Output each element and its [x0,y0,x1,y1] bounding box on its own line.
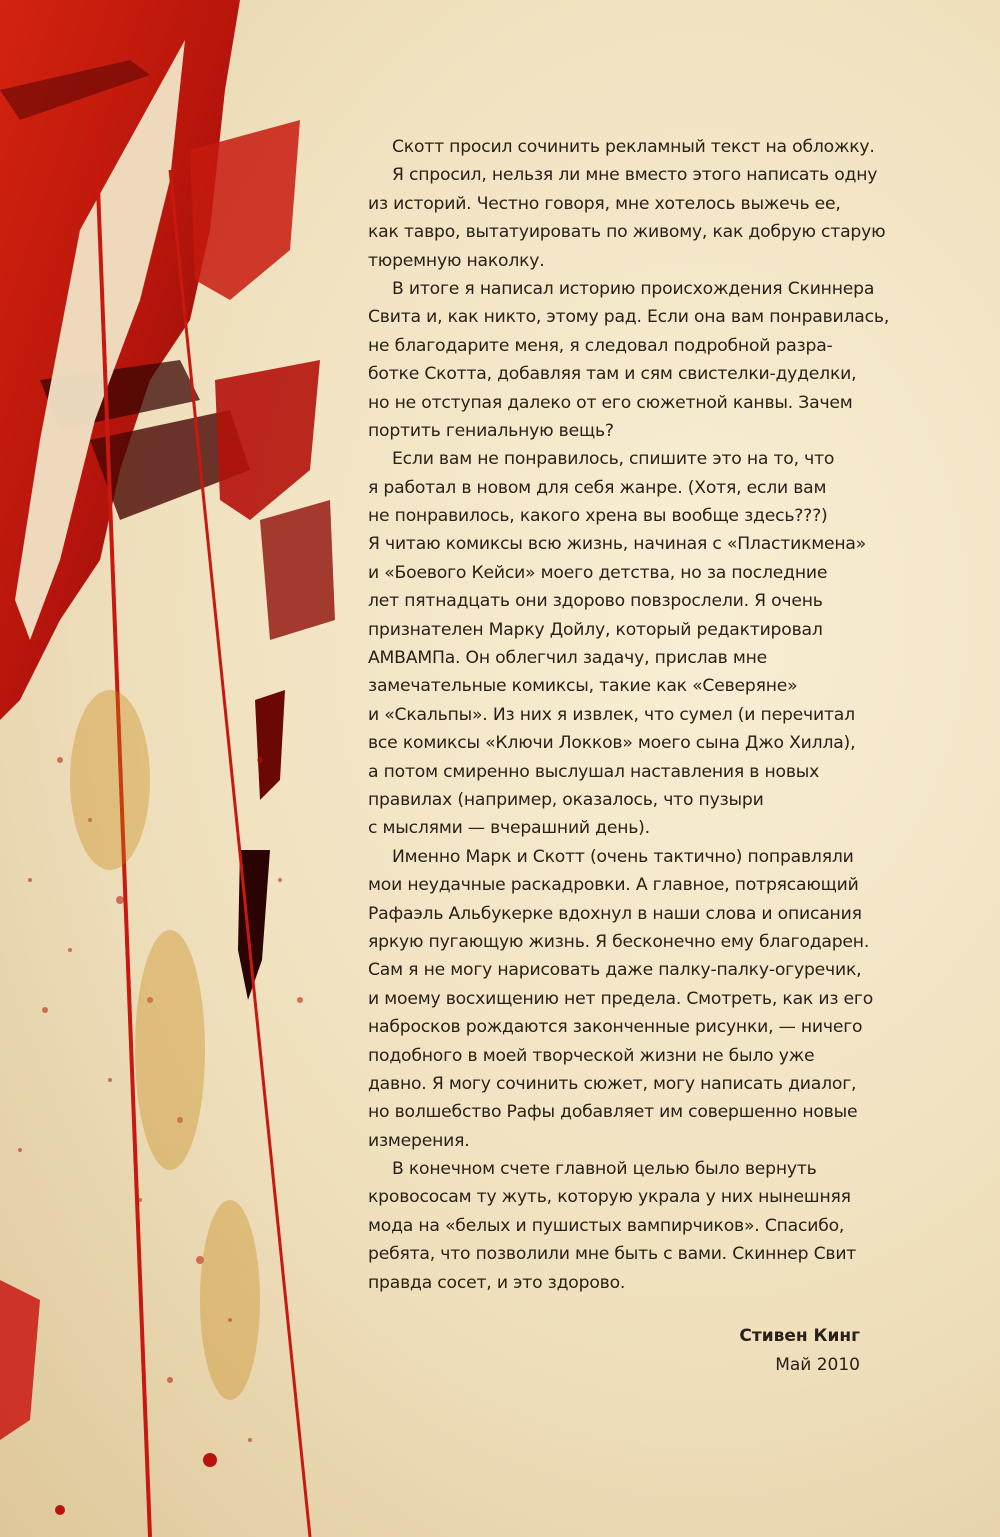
text-line: подобного в моей творческой жизни не было уже [368,1045,815,1066]
text-line: мои неудачные раскадровки. А главное, потрясающий [368,875,859,896]
text-line: набросков рождаются законченные рисунки, — ничего [368,1017,863,1038]
text-line: лет пятнадцать они здорово повзрослели. Я очень [368,591,823,612]
text-line: Если вам не понравилось, спишите это на то, что [392,449,835,470]
paragraph [368,843,874,1155]
text-line: измерения. [368,1130,470,1151]
text-line: не благодарите меня, я следовал подробной разра- [368,335,833,356]
text-line: кровососам ту жуть, которую украла у них нынешняя [368,1187,851,1208]
text-line: АМВАМПа. Он облегчил задачу, прислав мне [368,648,768,669]
text-line: яркую пугающую жизнь. Я бесконечно ему благодарен. [368,931,870,952]
text-line: признателен Марку Дойлу, который редактировал [368,619,823,640]
text-line: правилах (например, оказалось, что пузыри [368,789,764,810]
text-line: Именно Марк и Скотт (очень тактично) поправляли [392,846,854,867]
signature-block [739,1322,860,1380]
text-line: портить гениальную вещь? [368,420,614,441]
text-line: Свита и, как никто, этому рад. Если она вам понравилась, [368,307,890,328]
text-line: не понравилось, какого хрена вы вообще здесь???) [368,506,828,527]
text-line: правда сосет, и это здорово. [368,1272,626,1293]
blood-splatter-artwork [0,0,400,1537]
text-line: как тавро, вытатуировать по живому, как добрую старую [368,222,886,243]
signature-date: Май 2010 [775,1355,860,1375]
text-line: Рафаэль Альбукерке вдохнул в наши слова и описания [368,903,862,924]
text-line: я работал в новом для себя жанре. (Хотя, если вам [368,477,827,498]
text-line: В конечном счете главной целью было вернуть [392,1159,817,1180]
foreword-text [368,133,890,1297]
paragraph [368,275,890,445]
paragraph [368,1155,868,1297]
paragraph [368,445,868,842]
text-line: мода на «белых и пушистых вампирчиков». Спасибо, [368,1215,845,1236]
paragraph [368,133,886,275]
text-line: замечательные комиксы, такие как «Северяне» [368,676,798,697]
text-line: В итоге я написал историю происхождения Скиннера [392,278,875,299]
text-line: давно. Я могу сочинить сюжет, могу написать диалог, [368,1073,857,1094]
text-line: но не отступая далеко от его сюжетной канвы. Зачем [368,392,853,413]
text-line: Я спросил, нельзя ли мне вместо этого написать одну [392,165,878,186]
text-line: с мыслями — вчерашний день). [368,818,650,839]
author-name: Стивен Кинг [739,1326,860,1346]
text-line: ботке Скотта, добавляя там и сям свистелки-дуделки, [368,364,857,385]
text-line: из историй. Честно говоря, мне хотелось выжечь ее, [368,193,841,214]
text-line: Я читаю комиксы всю жизнь, начиная с «Пластикмена» [368,534,867,555]
text-line: а потом смиренно выслушал наставления в новых [368,761,820,782]
text-line: тюремную наколку. [368,250,545,271]
text-line: Скотт просил сочинить рекламный текст на обложку. [392,137,875,157]
text-line: все комиксы «Ключи Локков» моего сына Джо Хилла), [368,733,856,754]
text-line: ребята, что позволили мне быть с вами. Скиннер Свит [368,1244,857,1265]
text-line: и моему восхищению нет предела. Смотреть, как из его [368,988,874,1009]
text-line: но волшебство Рафы добавляет им совершенно новые [368,1102,858,1123]
text-line: и «Скальпы». Из них я извлек, что сумел (и перечитал [368,704,855,725]
text-line: Сам я не могу нарисовать даже палку-палку-огуречик, [368,960,862,981]
text-line: и «Боевого Кейси» моего детства, но за последние [368,562,828,583]
